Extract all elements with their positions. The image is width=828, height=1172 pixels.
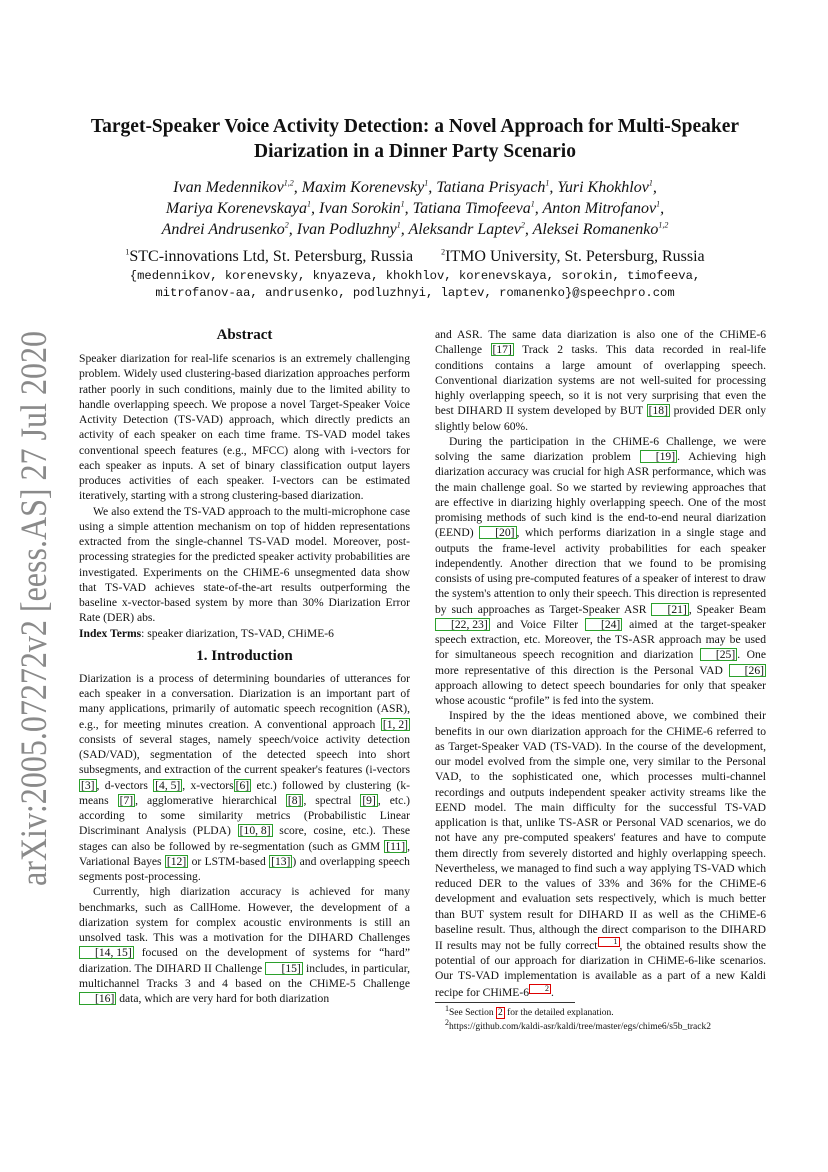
- citation-link[interactable]: [7]: [119, 793, 134, 807]
- citation-link[interactable]: [18]: [648, 404, 668, 418]
- author-list: Ivan Medennikov$^{1,2}$, Maxim Korenevsky$^1$, Tatiana Prisyach$^1$, Yuri Khokhlov$^1$, Mariya Korenevskaya$^1$, Ivan Sorokin$^1$, Tatiana Timofeeva$^1$, Anton Mitrofanov$^1$, Andrei Andrusenko$^2$, Ivan Podluzhny$^1$, Aleksandr Laptev$^2$, Aleksei Romanenko$^{1,2}$: [161, 178, 669, 238]
- author-name: Tatiana Prisyach$^1$: [436, 178, 550, 196]
- index-terms-text: : speaker diarization, TS-VAD, CHiME-6: [141, 626, 334, 640]
- citation-link[interactable]: [25]: [700, 648, 737, 661]
- footnote-1: $^1$See Section 2 for the detailed explanation.: [445, 1003, 614, 1018]
- citation-link[interactable]: [10, 8]: [239, 824, 271, 838]
- intro-paragraph-1: Diarization is a process of determining boundaries of utterances for each speaker in a conversation. Diarization is an important part of many applications, primarily of automatic speech recognition (ASR), e.g., for meeting minutes creation. A conventional approach [1, 2] consists of several stages, namely speech/voice activity detection (SAD/VAD), segmentation of the detected speech into short subsegments, and extraction of the current speaker's features (i-vectors [3] , d-vectors [4, 5] , x-vectors [6] etc.) followed by clustering (k-means [7] , agglomerative hierarchical [8] , spectral [9] , etc.) according to some similarity metrics (Probabilistic Linear Discriminant Analysis (PLDA) [10, 8] score, cosine, etc.). These stages can also be followed by re-segmentation (such as GMM [11] , Variational Bayes [12] or LSTM-based [13] ) and overlapping speech segments post-processing.: [79, 671, 410, 883]
- citation-link[interactable]: [26]: [729, 664, 766, 677]
- footnotes: [445, 1003, 775, 1035]
- kaldi-recipe-url[interactable]: https://github.com/kaldi-asr/kaldi/tree/master/egs/chime6/s5b_track2: [449, 1022, 711, 1032]
- index-terms: [79, 626, 410, 641]
- author-affiliation-mark: 1: [545, 178, 550, 188]
- citation-link[interactable]: [8]: [287, 793, 302, 807]
- citation-link[interactable]: [16]: [79, 992, 116, 1005]
- citation-link[interactable]: [4, 5]: [155, 778, 181, 792]
- footnote-2: $^2$https://github.com/kaldi-asr/kaldi/tree/master/egs/chime6/s5b_track2: [445, 1017, 711, 1032]
- citation-link[interactable]: [20]: [479, 526, 516, 539]
- citation-link[interactable]: [3]: [81, 778, 95, 792]
- author-name: Aleksei Romanenko$^{1,2}$: [532, 220, 669, 238]
- author-affiliation-mark: 1: [656, 199, 661, 209]
- left-column: [79, 325, 410, 1006]
- citation-link[interactable]: [22, 23]: [435, 618, 490, 631]
- author-name: Maxim Korenevsky$^1$: [301, 178, 429, 196]
- author-name: Mariya Korenevskaya$^1$: [165, 199, 312, 217]
- affiliation-1: $^1$STC-innovations Ltd, St. Petersburg, Russia: [125, 247, 414, 265]
- body-paragraph-3: Inspired by the the ideas mentioned above, we combined their benefits in our own diarization approach for the CHiME-6 referred to as Target-Speaker VAD (TS-VAD). In the course of the development, our model evolved from the simple one, very similar to the Personal VAD, to the sophisticated one, which processes multi-channel recordings and outputs independent speaker activity streams like the EEND model. The main difficulty for the successful TS-VAD application is that, unlike TS-ASR or Personal VAD scenarios, we do not have any pre-computed speakers' features and have to compute them directly from severely distorted and highly overlapping speech. Nevertheless, we managed to find such a way applying TS-VAD which reduced DER to the values of 33% and 36% for the CHiME-6 development and evaluation sets respectively, which is much better than BUT system result for DIHARD II as well as the CHiME-6 baseline result. Thus, although the direct comparison to the DIHARD II results may not be fully correct 1 , the obtained results show the potential of our approach for diarization in CHiME-6-like scenarios. Our TS-VAD implementation is available as a part of a new Kaldi recipe for CHiME-6 2 .: [435, 709, 766, 999]
- author-affiliation-mark: 1: [424, 178, 429, 188]
- citation-link[interactable]: [12]: [166, 854, 187, 868]
- author-emails: [70, 268, 760, 302]
- title-line-2: Diarization in a Dinner Party Scenario: [254, 141, 576, 162]
- emails-line-2: mitrofanov-aa, andrusenko, podluzhnyi, laptev, romanenko}@speechpro.com: [155, 286, 675, 300]
- citation-link[interactable]: [14, 15]: [79, 946, 134, 959]
- emails-line-1: {medennikov, korenevsky, knyazeva, khokhlov, korenevskaya, sorokin, timofeeva,: [129, 269, 701, 283]
- footnote-link-2[interactable]: 2: [529, 984, 551, 994]
- author-affiliation-mark: 1: [400, 199, 405, 209]
- citation-link[interactable]: [15]: [265, 962, 302, 975]
- citation-link[interactable]: [1, 2]: [382, 717, 408, 731]
- citation-link[interactable]: [13]: [271, 854, 291, 868]
- abstract-heading: Abstract: [216, 327, 273, 343]
- title-line-1: Target-Speaker Voice Activity Detection: a Novel Approach for Multi-Speaker: [90, 116, 740, 137]
- intro-paragraph-2: Currently, high diarization accuracy is achieved for many benchmarks, such as CallHome. However, the development of a diarization system for complex acoustic environments is still an unsolved task. This was a motivation for the DIHARD Challenges [14, 15] focused on the development of systems for “hard” diarization. The DIHARD II Challenge [15] includes, in particular, multichannel Tracks 3 and 4 based on the CHiME-5 Challenge [16] data, which are very hard for both diarization: [79, 885, 410, 1005]
- author-affiliation-mark: 1: [530, 199, 535, 209]
- arxiv-identifier: arXiv:2005.07272v2 [eess.AS] 27 Jul 2020: [14, 328, 55, 886]
- author-name: Ivan Podluzhny$^1$: [296, 220, 401, 238]
- author-affiliation-mark: 2: [284, 220, 289, 230]
- citation-link[interactable]: [24]: [585, 618, 622, 631]
- arxiv-stamp: [2, 328, 58, 888]
- abstract-paragraph-1: Speaker diarization for real-life scenarios is an extremely challenging problem. Widely used clustering-based diarization approaches perform rather poorly in such conditions, mainly due to the limited ability to handle overlapping speech. We propose a novel Target-Speaker Voice Activity Detection (TS-VAD) approach, which directly predicts an activity of each speaker on each time frame. TS-VAD model takes conventional speech features (e.g., MFCC) along with i-vectors for each speaker as inputs. A set of binary classification output layers produces activities of each speaker. I-vectors can be estimated iteratively, starting with a strong clustering-based diarization.: [79, 352, 410, 503]
- citation-link[interactable]: [17]: [492, 343, 512, 357]
- citation-link[interactable]: [19]: [640, 450, 677, 463]
- author-name: Yuri Khokhlov$^1$: [557, 178, 653, 196]
- author-name: Anton Mitrofanov$^1$: [542, 199, 661, 217]
- author-affiliation-mark: 1,2: [283, 178, 294, 188]
- footnote-rule: [435, 1002, 575, 1003]
- author-affiliation-mark: 1: [396, 220, 401, 230]
- citation-link[interactable]: [6]: [235, 778, 250, 792]
- citation-link[interactable]: [9]: [362, 793, 376, 807]
- author-affiliation-mark: 2: [520, 220, 525, 230]
- author-affiliation-mark: 1: [648, 178, 653, 188]
- body-paragraph-2: During the participation in the CHiME-6 Challenge, we were solving the same diarization problem [19] . Achieving high diarization accuracy was crucial for high ASR performance, which was the main challenge goal. So we started by reviewing approaches that are effective in diarizing highly overlapping speech. One of the most promising methods of such kind is the end-to-end neural diarization (EEND) [20] , which performs diarization in a single stage and outputs the frame-level activity probabilities for each speaker independently. Another direction that we found to be promising consists of using pre-computed features of a speaker of interest to draw the system's attention to only their speech. This direction is represented by such approaches as Target-Speaker ASR [21] , Speaker Beam [22, 23] and Voice Filter [24] aimed at the target-speaker speech extraction, etc. Moreover, the TS-ASR approach may be used for simultaneous speech recognition and diarization [25] . One more representative of this direction is the Personal VAD [26] approach allowing to detect speech boundaries for only that speaker whose acoustic “profile” is fed into the system.: [435, 434, 767, 707]
- citation-link[interactable]: [21]: [651, 603, 688, 616]
- affiliation-2: $^2$ITMO University, St. Petersburg, Russia: [441, 247, 705, 265]
- footnote-link-1[interactable]: 1: [598, 937, 620, 947]
- body-paragraph-1: and ASR. The same data diarization is also one of the CHiME-6 Challenge [17] Track 2 tasks. This data recorded in real-life conditions contains a large amount of overlapping speech. Conventional diarization systems are not well-suited for processing highly overlapping speech, so it is not very surprising that even the best DIHARD II system developed by BUT [18] provided DER only slightly below 60%.: [435, 328, 766, 433]
- author-name: Tatiana Timofeeva$^1$: [412, 199, 535, 217]
- section-ref-link[interactable]: 2: [497, 1008, 503, 1018]
- author-name: Aleksandr Laptev$^2$: [408, 220, 525, 238]
- right-column: [435, 327, 766, 1000]
- abstract-paragraph-2: We also extend the TS-VAD approach to the multi-microphone case using a simple attention mechanism on top of hidden representations extracted from the single-channel TS-VAD model. Moreover, post-processing strategies for the predicted speaker activity probabilities are investigated. Experiments on the CHiME-6 unsegmented data show that TS-VAD achieves state-of-the-art results outperforming the baseline x-vector-based system by more than 30% Diarization Error Rate (DER) abs.: [79, 504, 410, 625]
- citation-link[interactable]: [11]: [386, 839, 406, 853]
- affiliations: [70, 247, 760, 267]
- author-affiliation-mark: 1,2: [658, 220, 669, 230]
- author-name: Ivan Sorokin$^1$: [319, 199, 405, 217]
- author-affiliation-mark: 1: [307, 199, 312, 209]
- author-name: Andrei Andrusenko$^2$: [161, 220, 289, 238]
- author-name: Ivan Medennikov$^{1,2}$: [173, 178, 294, 196]
- paper-title: [60, 114, 770, 164]
- introduction-heading: 1. Introduction: [196, 647, 293, 664]
- index-terms-label: Index Terms: [79, 626, 142, 640]
